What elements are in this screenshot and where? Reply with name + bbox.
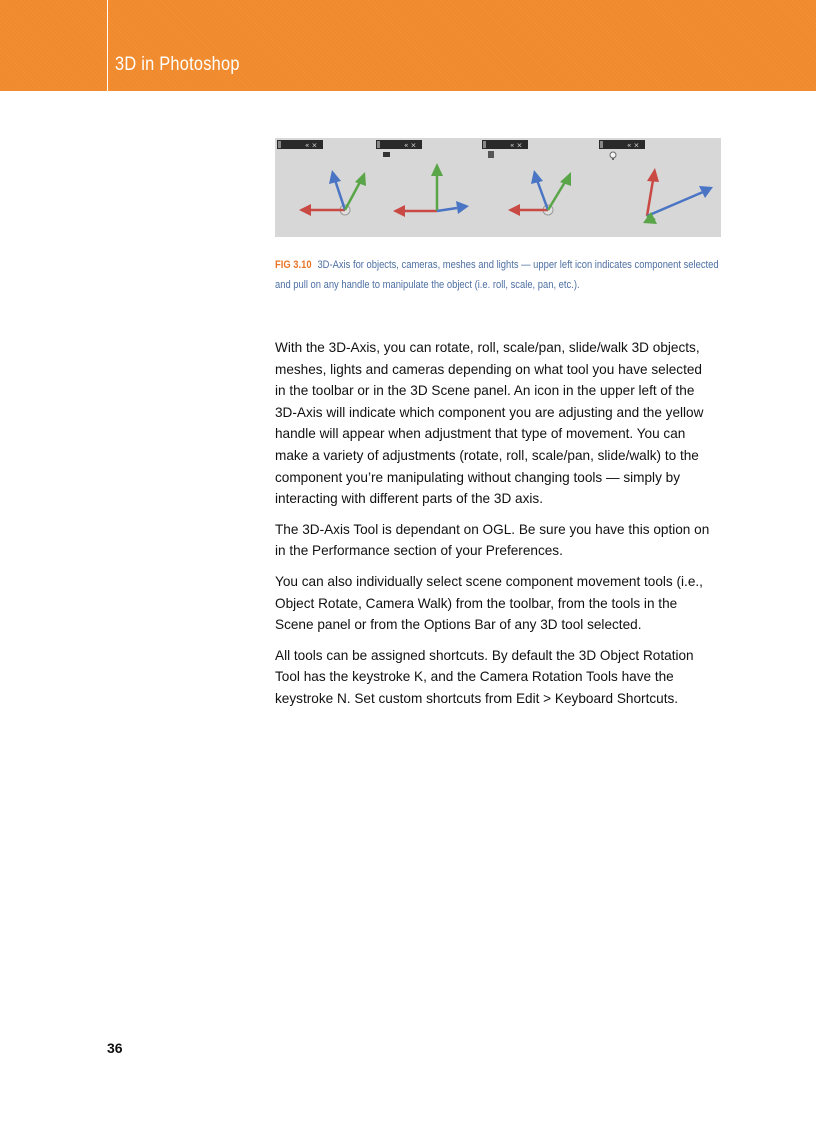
page-number: 36 (107, 1040, 123, 1056)
camera-icon (383, 152, 390, 157)
paragraph: The 3D-Axis Tool is dependant on OGL. Be sure you have this option on in the Performance section of your Preferences. (275, 521, 710, 559)
axis-panel-objects (277, 140, 366, 216)
axis-panel-lights (599, 140, 713, 224)
figure-label: FIG 3.10 (275, 259, 312, 271)
svg-text:« ×: « × (510, 141, 523, 150)
caption-text: 3D-Axis for objects, cameras, meshes and lights — upper left icon indicates component selected and pull on any handle to manipulate the object (i.e. roll, scale, pan, etc.). (275, 259, 719, 291)
header-divider (107, 0, 108, 91)
paragraph: With the 3D-Axis, you can rotate, roll, scale/pan, slide/walk 3D objects, meshes, lights and cameras depending on what tool you have selected in the toolbar or in the 3D Scene panel. An icon in the upper left of the 3D-Axis will indicate which component you are adjusting and the yellow handle will appear when adjustment that type of movement. You can make a variety of adjustments (rotate, roll, scale/pan, slide/walk) to the component you’re manipulating without changing tools — simply by interacting with different parts of the 3D axis. (275, 340, 704, 507)
light-bulb-icon (610, 152, 616, 158)
running-head: 3D in Photoshop (115, 54, 240, 75)
svg-text:« ×: « × (627, 141, 640, 150)
svg-text:« ×: « × (305, 141, 318, 150)
paragraph: All tools can be assigned shortcuts. By default the 3D Object Rotation Tool has the keystroke K, and the Camera Rotation Tools have the keystroke N. Set custom shortcuts from Edit > Keyboard Shortcuts. (275, 647, 694, 706)
svg-text:« ×: « × (404, 141, 417, 150)
figure-3d-axis-strip (275, 138, 721, 237)
mesh-icon (488, 151, 494, 158)
axis-panel-meshes (482, 140, 571, 216)
figure-illustration (275, 138, 721, 237)
axis-panel-cameras (376, 140, 469, 217)
paragraph: You can also individually select scene component movement tools (i.e., Object Rotate, Camera Walk) from the toolbar, from the tools in the Scene panel or from the Options Bar of any 3D tool selected. (275, 573, 703, 633)
figure-caption (275, 255, 724, 295)
body-text (275, 337, 715, 719)
header-band (0, 0, 816, 91)
